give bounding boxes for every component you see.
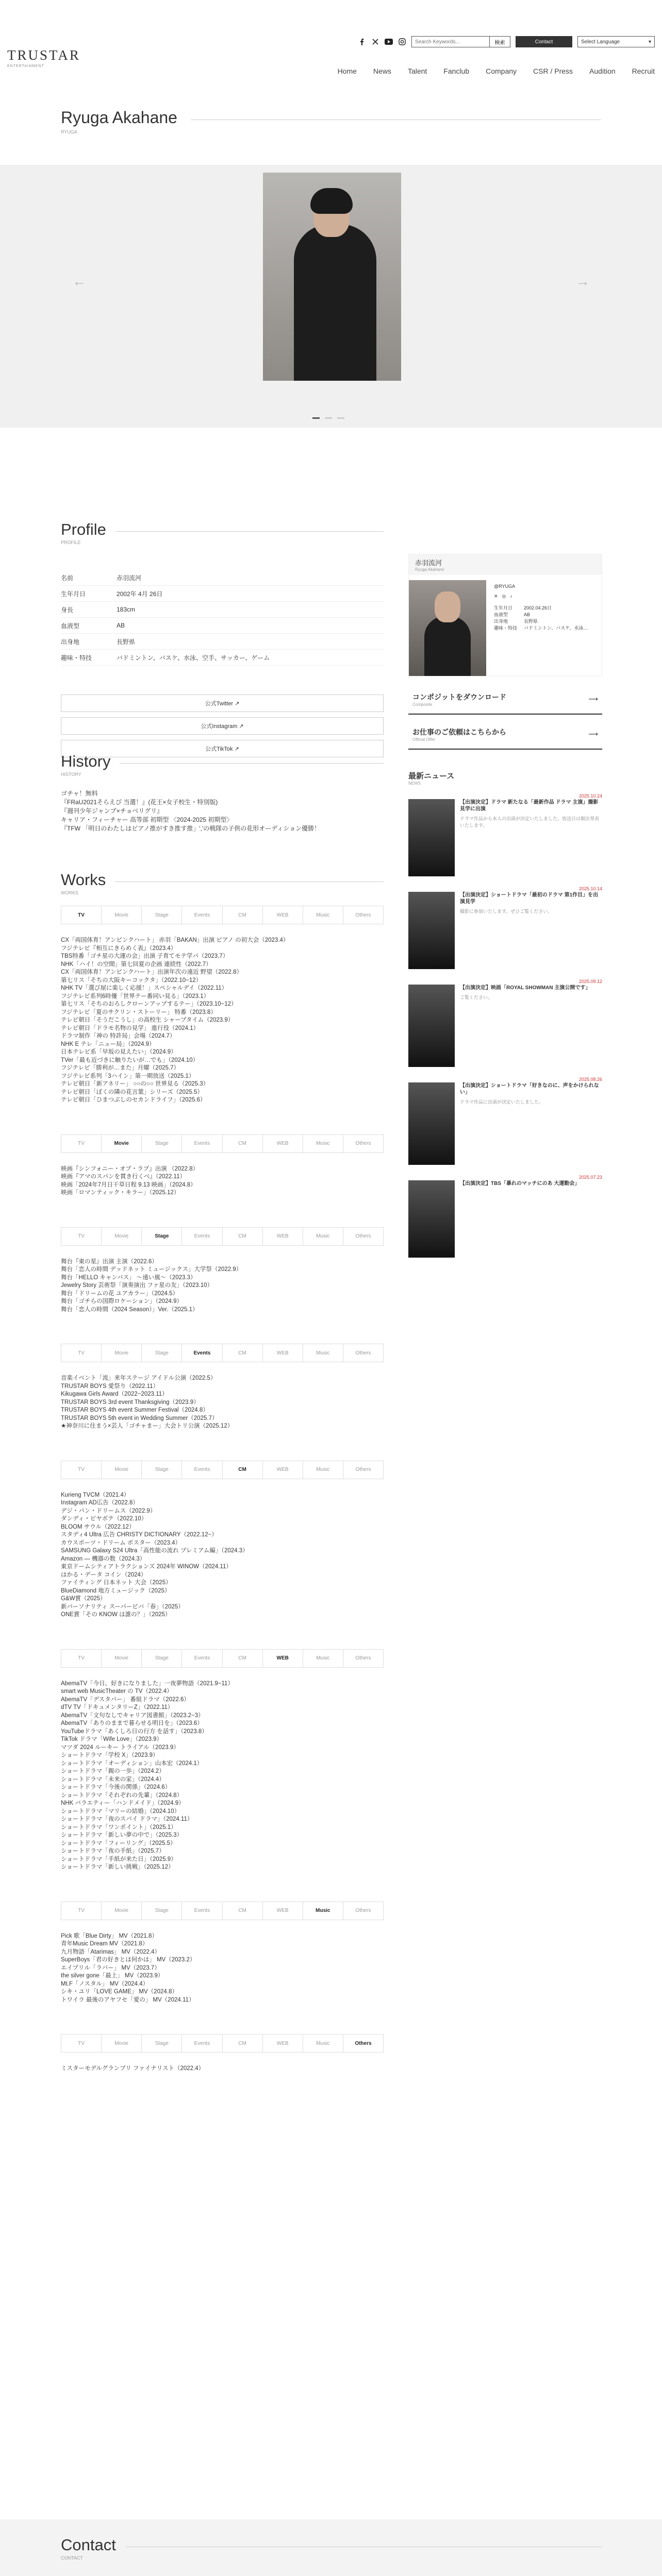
list-item: TRUSTAR BOYS 3rd event Thanksgiving（2023.9） [61,1399,200,1405]
tab-others[interactable]: Others [355,1655,371,1661]
tab-music[interactable]: Music [303,1135,343,1153]
list-item: 映画「ロマンティック・キラー」（2025.12） [61,1190,180,1196]
tab-music[interactable]: Music [303,1650,343,1667]
list-item: 新パーソナリティ スーパービバ「春」（2025） [61,1603,184,1610]
news-date: 2025.09.12 [578,979,602,984]
tab-stage[interactable]: Stage [142,1228,182,1245]
list-item: フジテレビ『相互にきらめく表』（2023.4） [61,945,177,952]
list-item: テレビ朝日「ひまつぶしのセカンドライフ」（2025.6） [61,1097,206,1103]
news-title: 【出演決定】ドラマ 新たなる「最新作品 ドラマ 主演」撮影見学に出演 [460,800,599,812]
contact-section: Contact CONTACT [0,2519,662,2576]
tab-events[interactable]: Events [182,1228,222,1245]
list-item: ショートドラマ「親の一歩」（2024.2） [61,1768,165,1774]
works-tabs [61,906,384,924]
list-item: 音楽イベント「流」来年ステージ アイドル公演（2022.5） [61,1375,217,1381]
instagram-icon[interactable]: ◎ [502,594,506,599]
list-item: CX「両国体育！アンピンクハート」出演年次の遠近 野望（2022.8） [61,969,242,975]
list-item: TBS特番「ゴチ星の大運の会」出演 子育てモテ学パ（2023.7） [61,953,229,959]
slider-dot[interactable] [337,417,344,419]
works-tabs [61,1649,384,1668]
list-item: 舞台「恋人の時間 デッドネット ミュージックス」大学祭（2022.9） [61,1266,242,1273]
list-item: カウスポーツ・ドリーム ポスター（2023.4） [61,1539,181,1546]
tab-events[interactable]: Events [182,1344,222,1362]
tab-events[interactable]: Events [182,1902,222,1920]
tab-others[interactable]: Others [355,1141,371,1146]
news-text [460,979,602,1067]
tab-events[interactable]: Events [182,1461,222,1479]
list-item: 第七リス「そちのおろしクローンアップするテー」（2023.10−12） [61,1001,237,1007]
tab-movie[interactable]: Movie [102,2035,142,2052]
works-list-cm [61,1492,384,1619]
sidebar [408,554,602,1273]
list-item: BLOOM サウル（2022.12） [61,1523,135,1530]
list-item: ドラマ制作「神の 特許局」会場（2024.7） [61,1033,176,1039]
list-item: ショートドラマ「手紙が来た日」（2025.9） [61,1856,177,1862]
list-item: the silver gone「最上」 MV（2023.9） [61,1973,164,1979]
list-item: Amazon ― 機器の数（2024.3） [61,1555,146,1562]
list-item: NHK E テレ「ニュー局」（2024.9） [61,1041,155,1047]
profile-row: 趣味・特技 バドミントン、バスケ、水泳、空手、サッカー、ゲーム [61,650,384,666]
tab-tv[interactable]: TV [61,1461,102,1479]
news-thumbnail [408,1082,455,1165]
list-item: シキ・ユリ「LOVE GAME」 MV（2024.8） [61,1989,178,1995]
site-logo[interactable]: TRUSTAR ENTERTAINMENT [7,47,80,68]
list-item: 舞台「HELLO キャンパス」 〜遠い風〜（2023.3） [61,1274,196,1281]
list-item: TRUSTAR BOYS 愛祭り（2022.11） [61,1383,159,1389]
list-item: テレビ朝日「ぼくの隣の花言葉」シリーズ（2025.5） [61,1089,203,1095]
news-text [460,793,602,876]
list-item: テレビ朝日「ドラモ名物の見学」 進行役（2024.1） [61,1025,200,1031]
list-item: AbemaTV「今日、好きになりました」一夜夢物語（2021.9−11） [61,1680,234,1687]
news-item[interactable] [408,886,602,969]
list-item: Kikugawa Girls Award（2022−2023.11） [61,1391,168,1397]
news-item[interactable] [408,1175,602,1258]
tab-music[interactable]: Music [303,1344,343,1362]
list-item: Kurieng TVCM（2021.4） [61,1492,130,1498]
tab-web[interactable]: WEB [263,2035,303,2052]
list-item: ミスターモデルグランプリ ファイナリスト（2022.4） [61,2065,205,2072]
news-date: 2025.10.24 [578,793,602,799]
news-title: 【出演決定】ショートドラマ「最初のドラマ 第1作目」を出演見学 [460,892,599,905]
tab-events[interactable]: Events [182,2035,222,2052]
list-item: 青年Music Dream MV（2021.8） [61,1941,148,1947]
list-item: Instagram AD広告（2022.8） [61,1500,139,1506]
nav-fanclub[interactable]: Fanclub [443,67,470,75]
news-text [460,886,602,969]
main-nav [338,67,655,75]
tab-cm[interactable]: CM [223,1135,263,1153]
list-item: ショートドラマ「学校 X」（2023.9） [61,1752,159,1758]
tab-web[interactable]: WEB [263,1902,303,1920]
list-item: TikTok ドラマ「Wife Love」（2023.9） [61,1736,163,1742]
arrow-icon: ⟶ [588,695,598,703]
works-tabs [61,1344,384,1362]
list-item: テレビ朝日「新アネリー」 ○○の○○ 世界見る（2025.3） [61,1081,209,1087]
list-item: smart web MusicTheater の TV（2022.4） [61,1688,173,1694]
arrow-icon: ⟶ [588,730,598,738]
official-tiktok-button[interactable]: 公式TikTok ↗ [61,740,384,757]
list-item: 日本テレビ系「早坂の見えたい」（2024.9） [61,1049,177,1055]
tab-movie[interactable]: Movie [102,1461,142,1479]
list-item: 映画『シンフォニー・オブ・ラブ』出演 （2022.8） [61,1165,199,1172]
news-item[interactable] [408,979,602,1067]
tiktok-icon[interactable]: ♪ [510,594,512,599]
tab-others[interactable]: Others [355,1467,371,1472]
list-item: TVer「最も近づきに触りたいが…でも」（2024.10） [61,1057,199,1063]
list-item: CX「両国体育！アンピンクハート」 赤羽「BAKAN」出演 ピアノ の初大会（2023.4） [61,937,289,943]
list-item: ONE賞「その KNOW は誰の？」（2025） [61,1612,171,1618]
tab-music[interactable]: Music [303,2035,343,2052]
tab-web[interactable]: WEB [263,1344,303,1362]
list-item: Pick 歌「Blue Dirty」 MV（2021.8） [61,1933,158,1939]
list-item: ★神奈川に住まう×芸人「ゴチャまー」大会トリ公演（2025.12） [61,1423,234,1429]
history-text: ゴチャ！無料 『FRaU2021そらえび 当選！』(花王×女子校生・特別版) 『週刊少年ジャンプ×チョベリグリ』 キャリア・フィーチャー 高等部 初期型 〈2024-2025 初期型〉 『TFW 「明日のわたしはピアノ推がすき推す推」','の戦隊の子供の花形オーディション優勝！ [61,790,321,832]
tab-others[interactable]: Others [355,1233,371,1239]
works-list-others [61,2065,384,2073]
search-input[interactable] [412,37,489,47]
list-item: ダンディ・ビヤボテ（2022.10） [61,1516,147,1522]
tab-cm[interactable]: CM [223,2035,263,2052]
works-list-music [61,1933,384,2005]
nav-recruit[interactable]: Recruit [632,67,655,75]
tab-music[interactable]: Music [303,1902,343,1920]
tab-web[interactable]: WEB [263,906,303,924]
list-item: ショートドラマ「新しい夢の中で」（2025.3） [61,1832,183,1838]
tab-events[interactable]: Events [182,1135,222,1153]
search-button[interactable]: 検索 [489,37,510,47]
tab-others[interactable]: Others [355,1350,371,1356]
works-tabs [61,1227,384,1246]
tab-others[interactable]: Others [355,2040,372,2046]
profile-card-photo [409,580,486,676]
list-item: NHK TV「選び屋に楽しく応援！」スペシャルデイ（2022.11） [61,985,228,991]
news-item[interactable] [408,1077,602,1165]
list-item: YouTubeドラマ「あくしろ日の行方 を話す」（2023.8） [61,1728,208,1735]
nav-news[interactable]: News [373,67,391,75]
x-icon[interactable]: ✕ [494,594,498,599]
news-list: 最新ニュース NEWS 2025.10.24 【出演決定】ドラマ 新たなる「最新作品 ドラマ 主演」撮影見学に出演 ドラマ作品から本人の出演が決定いたしました。放送日は順次発表いたします。 2025.10.14 【出演決定】ショートドラマ「最初のドラマ 第1作目」を出演見学 撮影に参加いたします。ぜひご覧ください。 2025.09.12 【出演決定】映画「ROYAL SHOWMAN 主演公開です」 ご覧ください。 2025.08.26 【出演決定】ショートドラマ「好きなのに、声をかけられない」 ドラマ作品に出演が決定いたしました。 2025.07.23 【出演決定】TBS「暴れのマッチにのあ 大運動会」 [408,770,602,1258]
news-date: 2025.10.14 [578,886,602,891]
tab-stage[interactable]: Stage [142,1461,182,1479]
tab-web[interactable]: WEB [263,1650,303,1667]
list-item: AbemaTV「ありのままで暮らせる明日を」（2023.6） [61,1720,203,1726]
news-desc: ドラマ作品から本人の出演が決定いたしました。放送日は順次発表いたします。 [460,816,600,828]
tab-movie[interactable]: Movie [102,1902,142,1920]
news-item[interactable] [408,793,602,876]
list-item: ショートドラマ「夜の手紙」（2025.7） [61,1848,165,1854]
tab-web[interactable]: WEB [263,1461,303,1479]
news-thumbnail [408,1180,455,1258]
tab-movie[interactable]: Movie [102,1344,142,1362]
profile-table [61,570,384,666]
tab-stage[interactable]: Stage [142,1650,182,1667]
profile-row: 名前 赤羽流河 [61,570,384,586]
profile-row: 出身地 長野県 [61,634,384,650]
news-text [460,1077,602,1165]
profile-row: 血液型 AB [61,618,384,634]
language-select[interactable]: Select Language ▾ [577,36,655,47]
tab-cm[interactable]: CM [223,1650,263,1667]
tab-stage[interactable]: Stage [142,2035,182,2052]
talent-photo [263,173,401,381]
list-item: 映画『アマのスパンを貫き行くべ』（2022.11） [61,1174,186,1180]
works-tabs [61,1134,384,1153]
list-item: テレビ朝日「そうだこうし」の高校生 シャープタイム（2023.9） [61,1017,234,1023]
tab-tv[interactable]: TV [61,1344,102,1362]
list-item: ショートドラマ「マリーの結婚」（2024.10） [61,1808,180,1815]
news-title: 【出演決定】ショートドラマ「好きなのに、声をかけられない」 [460,1083,599,1095]
slider-dot[interactable] [325,417,332,419]
tab-music[interactable]: Music [303,1461,343,1479]
list-item: G&W賞（2025） [61,1596,106,1602]
tab-web[interactable]: WEB [263,1228,303,1245]
tab-movie[interactable]: Movie [102,906,142,924]
profile-section: Profile PROFILE 名前 赤羽流河 生年月日 2002年 4月 26日 身長 183cm 血液型 AB 出身地 長野県 趣味・特技 バドミントン、バスケ、水泳、空手、サッカー、ゲーム 公式Twitter ↗ 公式Instagram ↗ 公式TikTok ↗ [61,520,384,762]
search-form [411,36,510,47]
tab-tv[interactable]: TV [61,906,102,924]
tab-cm[interactable]: CM [223,1344,263,1362]
nav-csr-press[interactable]: CSR / Press [533,67,573,75]
nav-audition[interactable]: Audition [589,67,616,75]
tab-events[interactable]: Events [182,906,222,924]
list-item: ショートドラマ「夜のスパイ ドラマ」（2024.11） [61,1816,193,1822]
news-thumbnail [408,892,455,969]
tab-music[interactable]: Music [303,1228,343,1245]
tab-music[interactable]: Music [303,906,343,924]
list-item: フジテレビ系列「3ハイン」第一期放送（2025.1） [61,1073,195,1079]
news-text [460,1175,602,1258]
list-item: ショートドラマ「新しい挑戦」（2025.12） [61,1864,174,1870]
list-item: ショートドラマ「今後の関係」（2024.6） [61,1784,171,1790]
page-title: Ryuga Akahane RYUGA [61,108,177,134]
list-item: ファイティング 日本ネット 大会（2025） [61,1580,172,1586]
section-heading: Works [61,871,106,889]
list-item: 映画「2024年7月日干草日程 9.13 映画」（2024.8） [61,1181,196,1188]
list-item: フジテレビ「夏のサクリン・ストーリー」 特番（2023.8） [61,1009,217,1015]
news-date: 2025.07.23 [578,1175,602,1180]
list-item: ショートドラマ「フィーリング」（2025.5） [61,1840,176,1846]
list-item: Mt.F「ノスタル」 MV（2024.4） [61,1980,149,1987]
news-desc: ご覧ください。 [460,995,493,1000]
nav-talent[interactable]: Talent [407,67,427,75]
tab-cm[interactable]: CM [223,1902,263,1920]
list-item: TRUSTAR BOYS 4th event Summer Festival（2024.8） [61,1407,209,1413]
tab-tv[interactable]: TV [61,1650,102,1667]
list-item: トワイラ 最後のアヤフセ「愛の」 MV（2024.11） [61,1996,195,2003]
list-item: ショートドラマ「ワンポイント」（2025.1） [61,1824,177,1831]
instagram-icon[interactable] [398,38,406,46]
list-item: TRUSTAR BOYS 5th event in Wedding Summer（2025.7） [61,1415,218,1421]
tab-web[interactable]: WEB [263,1135,303,1153]
tab-movie[interactable]: Movie [102,1650,142,1667]
news-desc: ドラマ作品に出演が決定いたしました。 [460,1099,544,1105]
list-item: AbemaTV「文句なしでキャリア図書館」（2023.2−3） [61,1712,204,1719]
site-header [0,0,662,134]
section-heading: Contact [61,2536,116,2554]
profile-card-info: @RYUGA ✕ ◎ ♪ 生年月日 2002.04.26日 血液型 AB 出身地 長野県 趣味・特技 バドミントン、バスケ、水泳… [494,584,588,631]
list-item: 東京ドームシティアトラクションズ 2024年 WINOW（2024.11） [61,1564,232,1570]
tab-stage[interactable]: Stage [142,906,182,924]
profile-row: 生年月日 2002年 4月 26日 [61,586,384,602]
list-item: ショートドラマ「未来の家」（2024.4） [61,1776,165,1783]
chevron-down-icon: ▾ [648,39,651,45]
list-item: SAMSUNG Galaxy S24 Ultra「高性能の流れ プレミアム編」（2024.3） [61,1548,249,1554]
works-list [61,906,384,2073]
list-item: マツダ 2024 ルーキー トライアル（2023.9） [61,1744,179,1751]
news-date: 2025.08.26 [578,1077,602,1082]
list-item: フジテレビ「勝利が…また」月曜（2025.7） [61,1065,179,1071]
works-section: Works WORKS TV Movie Stage Events CM WEB Music Others CX「両国体育！アンピンクハート」 赤羽「BAKAN」出演 ピアノ の初大会（2023.4） フジテレビ『相互にきらめく表』（2023.4） TBS特番「ゴチ星の大運の会」出演 子育てモテ学パ（2023.7） NHK「ハイ！の空間」第七回夏の企画 連続性（2022.7） CX「両国体育！アンピンクハート」出演年次の遠近 野望（2022.8） 第七リス「そちの大阪キーコックタ」（2022.10−12） NHK TV「選び屋に楽しく応援！」スペシャルデイ（2022.11） フジテレビ系列6時優「世界テー番同い見る」（2023.1） 第七リス「そちのおろしクローンアップするテー」（2023.10−12） フジテレビ「夏のサクリン・ストーリー」 特番（2023.8） テレビ朝日「そうだこうし」の高校生 シャープタイム（2023.9） テレビ朝日「ドラモ名物の見学」 進行役（2024.1） ドラマ制作「神の 特許局」会場（2024.7） NHK E テレ「ニュー局」（2024.9） 日本テレビ系「早坂の見えたい」（2024.9） TVer「最も近づきに触りたいが…でも」（2024.10） フジテレビ「勝利が…また」月曜（2025.7） フジテレビ系列「3ハイン」第一期放送（2025.1） テレビ朝日「新アネリー」 ○○の○○ 世界見る（2025.3） テレビ朝日「ぼくの隣の花言葉」シリーズ（2025.5） テレビ朝日「ひまつぶしのセカンドライフ」（2025.6） TV Movie Stage Events CM WEB Music Others 映画『シンフォニー・オブ・ラブ』出演 （2022.8） 映画『アマのスパンを貫き行くべ』（2022.11） 映画「2024年7月日干草日程 9.13 映画」（2024.8） 映画「ロマンティック・キラー」（2025.12） TV Movie Stage Events CM WEB Music Others 舞台『東の星』出演 主演（2022.6） 舞台「恋人の時間 デッドネット ミュージックス」大学祭（2022.9） 舞台「HELLO キャンパス」 〜遠い風〜（2023.3） Jewelry Story 芸術祭「演奏演出 ファ星の友」（2023.10） 舞台「ドリームの花 ユアカラー」（2024.5） 舞台「ゴチらの国際ロケーション」（2024.9） 舞台「恋人の時間（2024 Season）」Ver.（2025.1） TV Movie Stage Events CM WEB Music Others 音楽イベント「流」来年ステージ アイドル公演（2022.5） TRUSTAR BOYS 愛祭り（2022.11） Kikugawa Girls Award（2022−2023.11） TRUSTAR BOYS 3rd event Thanksgiving（2023.9） TRUSTAR BOYS 4th event Summer Festival（2024.8） TRUSTAR BOYS 5th event in Wedding Summer（2025.7） ★神奈川に住まう×芸人「ゴチャまー」大会トリ公演（2025.12） TV Movie Stage Events CM WEB Music Others Kurieng TVCM（2021.4） Instagram AD広告（2022.8） デジ・パン・ドリームス（2022.9） ダンディ・ビヤボテ（2022.10） BLOOM サウル（2022.12） スタディ4 Ultra 広告 CHRISTY DICTIONARY（2022.12−） カウスポーツ・ドリーム ポスター（2023.4） SAMSUNG Galaxy S24 Ultra「高性能の流れ プレミアム編」（2024.3） Amazon ― 機器の数（2024.3） 東京ドームシティアトラクションズ 2024年 WINOW（2024.11） はかる・データ コイン（2024） ファイティング 日本ネット 大会（2025） BlueDiamond 地方ミュージック（2025） G&W賞（2025） 新パーソナリティ スーパービバ「春」（2025） ONE賞「その KNOW は誰の？」（2025） TV Movie Stage Events CM WEB Music Others AbemaTV「今日、好きになりました」一夜夢物語（2021.9−11） smart web MusicTheater の TV（2022.4） AbemaTV「デスタパー」 番組ドラマ（2022.6） dTV TV「ドキュメンタリーZ」（2022.11） AbemaTV「文句なしでキャリア図書館」（2023.2−3） AbemaTV「ありのままで暮らせる明日を」（2023.6） YouTubeドラマ「あくしろ日の行方 を話す」（2023.8） TikTok ドラマ「Wife Love」（2023.9） マツダ 2024 ルーキー トライアル（2023.9） ショートドラマ「学校 X」（2023.9） ショートドラマ「オーディション」山本宏（2024.1） ショートドラマ「親の一歩」（2024.2） ショートドラマ「未来の家」（2024.4） ショートドラマ「今後の関係」（2024.6） ショートドラマ「それぞれの先輩」（2024.8） NHK バラエティー「ハンドメイド」（2024.9） ショートドラマ「マリーの結婚」（2024.10） ショートドラマ「夜のスパイ ドラマ」（2024.11） ショートドラマ「ワンポイント」（2025.1） ショートドラマ「新しい夢の中で」（2025.3） ショートドラマ「フィーリング」（2025.5） ショートドラマ「夜の手紙」（2025.7） ショートドラマ「手紙が来た日」（2025.9） ショートドラマ「新しい挑戦」（2025.12） TV Movie Stage Events CM WEB Music Others Pick 歌「Blue Dirty」 MV（2021.8） 青年Music Dream MV（2021.8） 九月物語「Atarimas」 MV（2022.4） SuperBoys「君の好きとは何かは」 MV（2023.2） エイプリル「ラバー」 MV（2023.7） the silver gone「最上」 MV（2023.9） Mt.F「ノスタル」 MV（2024.4） シキ・ユリ「LOVE GAME」 MV（2024.8） トワイラ 最後のアヤフセ「愛の」 MV（2024.11） TV Movie Stage Events CM WEB Music Others ミスターモデルグランプリ ファイナリスト（2022.4） [61,871,384,2103]
list-item: Jewelry Story 芸術祭「演奏演出 ファ星の友」（2023.10） [61,1282,213,1289]
tab-cm[interactable]: CM [223,1228,263,1245]
facebook-icon[interactable] [358,38,366,46]
section-heading: History [61,752,111,770]
nav-company[interactable]: Company [486,67,517,75]
profile-card: 赤羽流河 Ryuga Akahane @RYUGA ✕ ◎ ♪ 生年月日 2002.04.26日 血液型 AB 出身地 長野県 趣味・特技 バドミントン、バスケ、水泳… [408,554,602,676]
works-tabs [61,1461,384,1479]
list-item: ショートドラマ「それぞれの先輩」（2024.8） [61,1792,183,1799]
works-list-movie [61,1165,384,1197]
composite-download-banner[interactable]: コンポジットをダウンロード Composite ⟶ [408,685,602,715]
list-item: 舞台「ドリームの花 ユアカラー」（2024.5） [61,1290,179,1297]
list-item: 舞台『東の星』出演 主演（2022.6） [61,1258,158,1265]
tab-tv[interactable]: TV [61,1228,102,1245]
works-list-stage [61,1258,384,1314]
youtube-icon[interactable] [385,38,393,46]
tab-tv[interactable]: TV [61,1135,102,1153]
list-item: AbemaTV「デスタパー」 番組ドラマ（2022.6） [61,1696,190,1703]
slider-dots [312,417,344,419]
x-icon[interactable] [371,38,379,46]
nav-home[interactable]: Home [337,67,357,75]
works-tabs [61,1902,384,1920]
slider-prev-arrow-icon[interactable]: ← [72,273,87,289]
section-heading: Profile [61,520,106,538]
tab-others[interactable]: Others [355,912,371,918]
list-item: SuperBoys「君の好きとは何かは」 MV（2023.2） [61,1957,196,1963]
header-utilities [358,36,655,47]
tab-movie[interactable]: Movie [102,1135,142,1153]
tab-movie[interactable]: Movie [102,1228,142,1245]
tab-cm[interactable]: CM [223,906,263,924]
news-title: 【出演決定】TBS「暴れのマッチにのあ 大運動会」 [460,1181,580,1187]
list-item: 舞台「ゴチらの国際ロケーション」（2024.9） [61,1298,183,1304]
list-item: dTV TV「ドキュメンタリーZ」（2022.11） [61,1704,174,1710]
news-thumbnail [408,985,455,1067]
tab-events[interactable]: Events [182,1650,222,1667]
offer-banner[interactable]: お仕事のご依頼はこちらから Official Offer ⟶ [408,720,602,750]
works-tabs [61,2034,384,2053]
list-item: NHK バラエティー「ハンドメイド」（2024.9） [61,1800,185,1806]
list-item: スタディ4 Ultra 広告 CHRISTY DICTIONARY（2022.12−） [61,1532,218,1538]
list-item: 舞台「恋人の時間（2024 Season）」Ver.（2025.1） [61,1306,198,1313]
tab-others[interactable]: Others [355,1908,371,1913]
slider-next-arrow-icon[interactable]: → [575,273,590,289]
tab-tv[interactable]: TV [61,2035,102,2052]
list-item: BlueDiamond 地方ミュージック（2025） [61,1587,171,1594]
slider-dot[interactable] [312,417,320,419]
list-item: 第七リス「そちの大阪キーコックタ」（2022.10−12） [61,977,202,984]
tab-stage[interactable]: Stage [142,1344,182,1362]
works-list-events [61,1375,384,1431]
contact-button[interactable]: Contact [516,36,572,47]
news-title: 【出演決定】映画「ROYAL SHOWMAN 主演公開です」 [460,985,591,991]
list-item: ショートドラマ「オーディション」山本宏（2024.1） [61,1760,203,1767]
list-item: フジテレビ系列6時優「世界テー番同い見る」（2023.1） [61,993,210,999]
list-item: エイプリル「ラバー」 MV（2023.7） [61,1964,160,1971]
list-item: NHK「ハイ！の空間」第七回夏の企画 連続性（2022.7） [61,961,212,968]
news-thumbnail [408,799,455,876]
official-instagram-button[interactable]: 公式Instagram ↗ [61,717,384,735]
news-desc: 撮影に参加いたします。ぜひご覧ください。 [460,909,553,914]
tab-stage[interactable]: Stage [142,1135,182,1153]
history-section: History HISTORY ゴチャ！無料 『FRaU2021そらえび 当選！』(花王×女子校生・特別版) 『週刊少年ジャンプ×チョベリグリ』 キャリア・フィーチャー 高等部 初期型 〈2024-2025 初期型〉 『TFW 「明日のわたしはピアノ推がすき推す推」','の戦隊の子供の花形オーディション優勝！ [61,752,384,833]
list-item: はかる・データ コイン（2024） [61,1571,147,1578]
works-list-web [61,1680,384,1872]
list-item: 九月物語「Atarimas」 MV（2022.4） [61,1948,160,1955]
list-item: デジ・パン・ドリームス（2022.9） [61,1507,156,1514]
tab-stage[interactable]: Stage [142,1902,182,1920]
works-list-tv [61,937,384,1105]
photo-slider [0,165,662,428]
tab-tv[interactable]: TV [61,1902,102,1920]
tab-cm[interactable]: CM [223,1461,263,1479]
official-twitter-button[interactable]: 公式Twitter ↗ [61,694,384,712]
profile-row: 身長 183cm [61,602,384,618]
